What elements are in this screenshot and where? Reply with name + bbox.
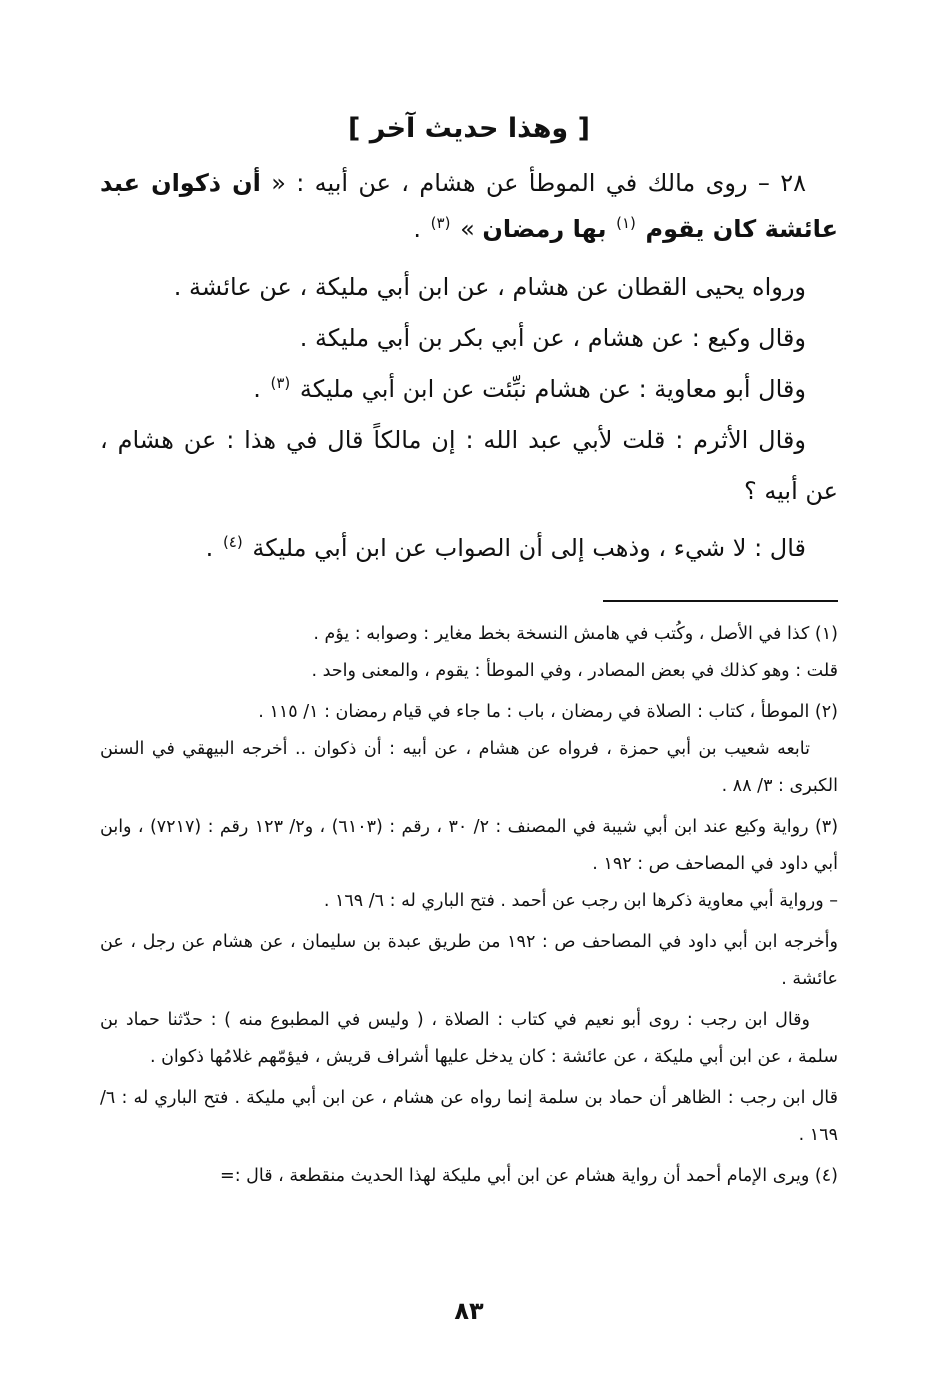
full-stop: . bbox=[205, 534, 214, 562]
full-stop: . bbox=[413, 215, 422, 243]
footnote-line: (٢) الموطأ ، كتاب : الصلاة في رمضان ، باب : ما جاء في قيام رمضان : ١/ ١١٥ . bbox=[258, 702, 838, 722]
narration-text: قال : لا شيء ، وذهب إلى أن الصواب عن ابن أبي مليكة bbox=[252, 534, 806, 562]
narration-paragraph bbox=[100, 262, 838, 313]
footnote-marker: (٤) bbox=[222, 533, 243, 551]
footnote-marker: (٣) bbox=[430, 214, 451, 232]
footnote-line: (٣) رواية وكيع عند ابن أبي شيبة في المصنف : ٢/ ٣٠ ، رقم : (٦١٠٣) ، و٢/ ١٢٣ رقم : (٧٢١٧) ، وابن أبي داود في المصاحف ص : ١٩٢ . bbox=[100, 817, 839, 874]
footnote-separator bbox=[603, 600, 838, 602]
section-heading: [ وهذا حديث آخر ] bbox=[348, 113, 590, 144]
footnote-line: (٤) ويرى الإمام أحمد أن رواية هشام عن ابن أبي مليكة لهذا الحديث منقطعة ، قال := bbox=[220, 1166, 838, 1186]
narration-text: ورواه يحيى القطان عن هشام ، عن ابن أبي مليكة ، عن عائشة . bbox=[173, 273, 806, 301]
footnote-marker: (١) bbox=[616, 214, 636, 232]
narration-text: وقال الأثرم : قلت لأبي عبد الله : إن مالكاً قال في هذا : عن هشام ، عن أبيه ؟ bbox=[100, 426, 838, 505]
footnote-line: وقال ابن رجب : روى أبو نعيم في كتاب : الصلاة ، ( وليس في المطبوع منه ) : حدّثنا حماد بن سلمة ، عن ابن أبي مليكة ، عن عائشة : كان يدخل عليها أشراف قريش ، فيؤمّهم غلامُها ذكوان . bbox=[100, 1010, 838, 1067]
main-text bbox=[100, 160, 838, 574]
narration-paragraph bbox=[100, 415, 838, 517]
hadith-matn: أن ذكوان عبد عائشة كان يقوم bbox=[100, 169, 838, 243]
footnote-line: قال ابن رجب : الظاهر أن حماد بن سلمة إنما رواه عن هشام ، عن ابن أبي مليكة . فتح الباري له : ٦/ ١٦٩ . bbox=[100, 1088, 838, 1145]
footnote-line: قلت : وهو كذلك في بعض المصادر ، وفي الموطأ : يقوم ، والمعنى واحد . bbox=[311, 661, 838, 681]
narration-paragraph bbox=[100, 364, 838, 415]
hadith-paragraph bbox=[100, 160, 838, 252]
closing-quote: » bbox=[460, 215, 475, 243]
footnote-line: (١) كذا في الأصل ، وكُتب في هامش النسخة بخط مغاير : وصوابه : يؤم . bbox=[313, 624, 838, 644]
full-stop: . bbox=[253, 375, 261, 403]
narration-paragraph bbox=[100, 523, 838, 574]
footnotes bbox=[100, 616, 838, 1195]
narration-text: وقال وكيع : عن هشام ، عن أبي بكر بن أبي مليكة . bbox=[299, 324, 806, 352]
footnote-line: – ورواية أبي معاوية ذكرها ابن رجب عن أحمد . فتح الباري له : ٦/ ١٦٩ . bbox=[323, 891, 838, 911]
narration-text: وقال أبو معاوية : عن هشام نبِّئت عن ابن أبي مليكة bbox=[299, 375, 806, 403]
hadith-number: ٢٨ – bbox=[757, 169, 807, 197]
hadith-matn-end: بها رمضان bbox=[482, 215, 607, 243]
hadith-intro: روى مالك في الموطأ عن هشام ، عن أبيه : « bbox=[271, 169, 748, 197]
footnote-line: تابعه شعيب بن أبي حمزة ، فرواه عن هشام ، عن أبيه : أن ذكوان .. أخرجه البيهقي في السنن الكبرى : ٣/ ٨٨ . bbox=[100, 739, 838, 796]
footnote-line: وأخرجه ابن أبي داود في المصاحف ص : ١٩٢ من طريق عبدة بن سليمان ، عن هشام عن رجل ، عن عائشة . bbox=[100, 932, 838, 989]
page-number: ٨٣ bbox=[454, 1297, 484, 1325]
narration-paragraph bbox=[100, 313, 838, 364]
footnote-marker: (٣) bbox=[270, 374, 291, 392]
book-page bbox=[100, 104, 838, 1344]
